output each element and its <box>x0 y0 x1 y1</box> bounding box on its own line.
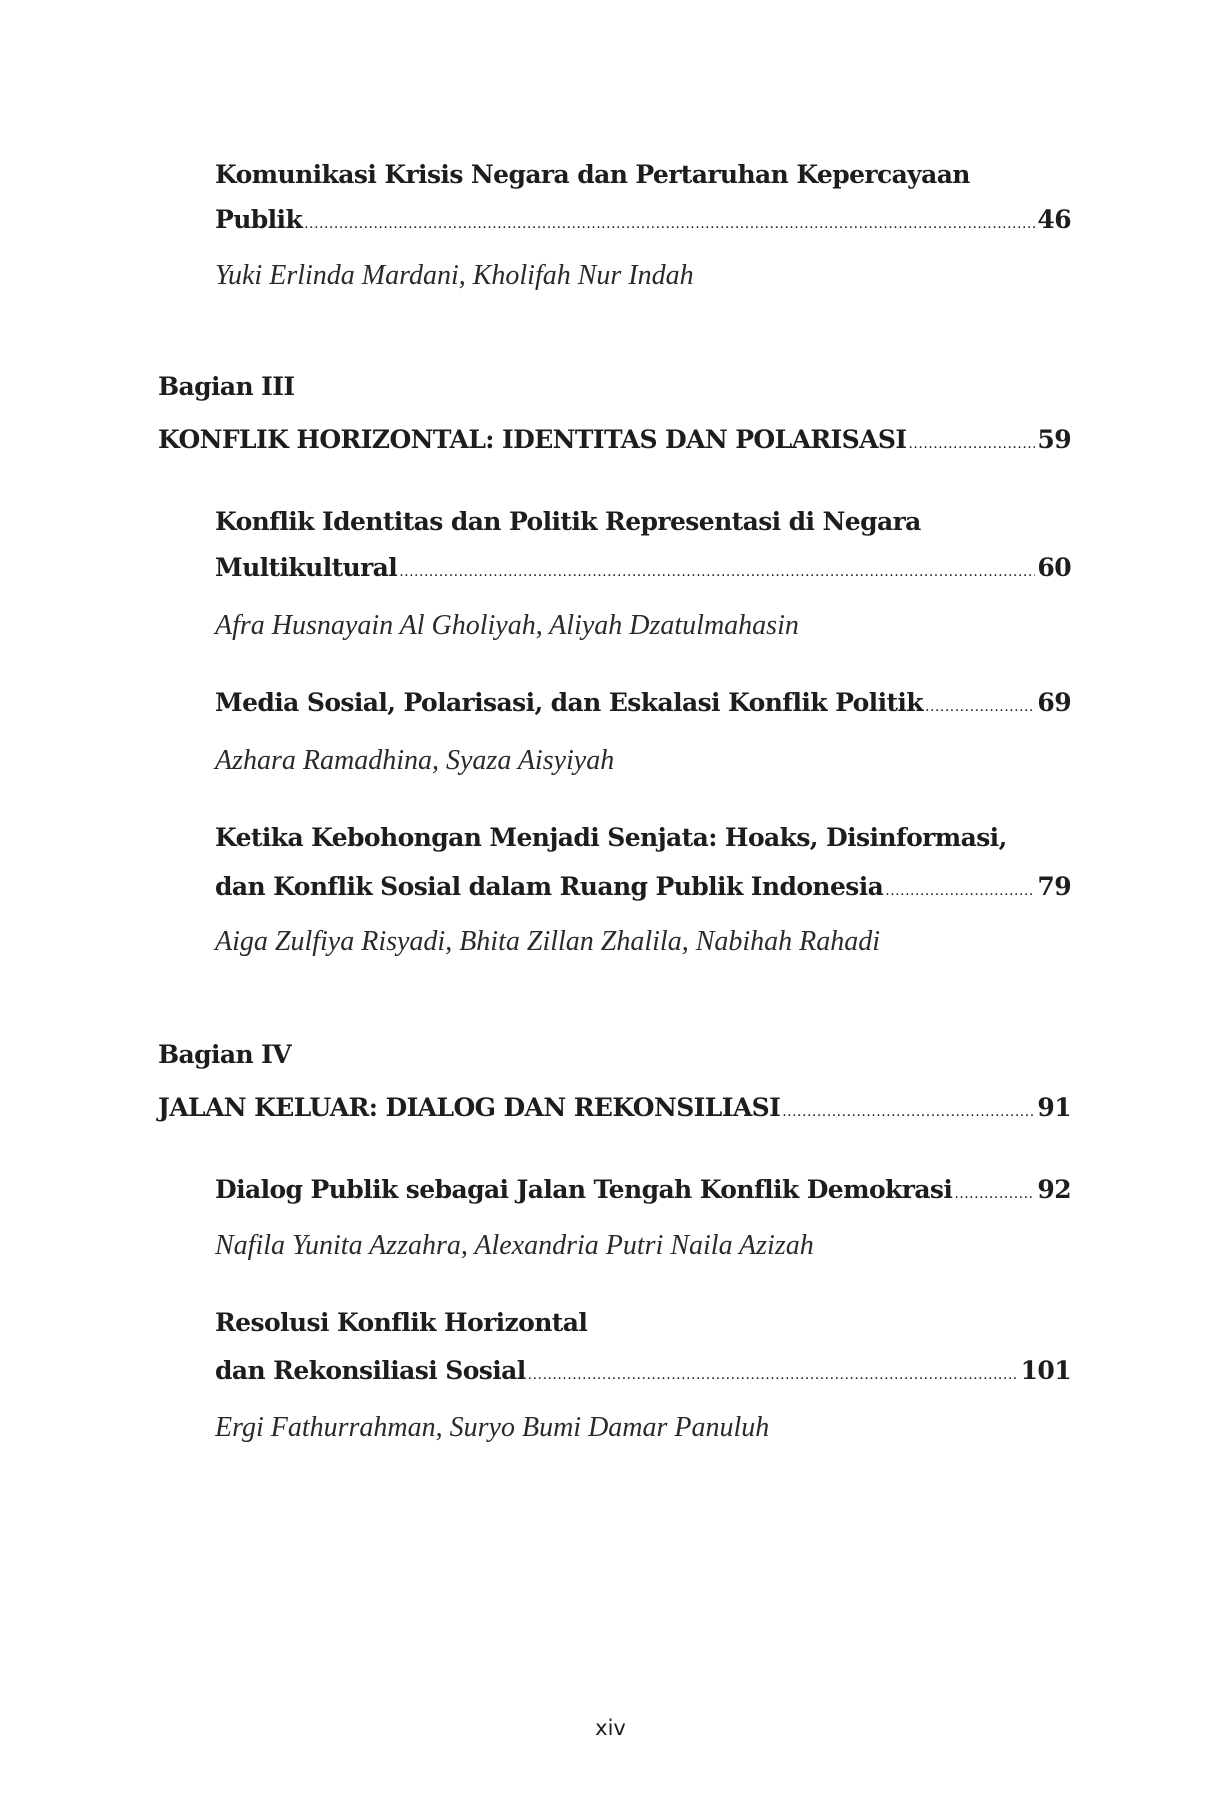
toc-entry-authors <box>215 1230 1071 1262</box>
page-folio: xiv <box>595 1716 626 1740</box>
page-number[interactable]: 92 <box>1037 1175 1071 1204</box>
toc-entry-title[interactable]: Komunikasi Krisis Negara dan Pertaruhan Kepercayaan <box>215 160 970 189</box>
dot-leader <box>528 1367 1019 1383</box>
toc-entry-title-line[interactable] <box>215 872 1071 901</box>
part-label-text: Bagian III <box>158 372 295 401</box>
toc-entry-title-line[interactable] <box>215 688 1071 717</box>
authors-text: Ergi Fathurrahman, Suryo Bumi Damar Panuluh <box>215 1412 770 1443</box>
dot-leader <box>908 436 1035 452</box>
dot-leader <box>782 1104 1035 1120</box>
toc-entry-authors <box>215 745 1071 777</box>
toc-entry-title-line[interactable] <box>215 1356 1071 1385</box>
part-title[interactable]: JALAN KELUAR: DIALOG DAN REKONSILIASI <box>158 1093 781 1122</box>
page-number[interactable]: 60 <box>1037 553 1071 582</box>
page-number[interactable]: 79 <box>1037 872 1071 901</box>
toc-entry-authors <box>215 926 1071 958</box>
toc-entry-title-line[interactable] <box>215 553 1071 582</box>
page-number[interactable]: 59 <box>1037 425 1071 454</box>
authors-text: Nafila Yunita Azzahra, Alexandria Putri Naila Azizah <box>215 1230 814 1261</box>
part-title[interactable]: KONFLIK HORIZONTAL: IDENTITAS DAN POLARISASI <box>158 425 907 454</box>
toc-entry-title[interactable]: Dialog Publik sebagai Jalan Tengah Konflik Demokrasi <box>215 1175 953 1204</box>
toc-entry-title-line[interactable] <box>215 507 1071 536</box>
page-number[interactable]: 91 <box>1037 1093 1071 1122</box>
toc-entry-title[interactable]: Multikultural <box>215 553 398 582</box>
toc-entry-title-line[interactable] <box>215 160 1071 189</box>
part-label <box>158 1040 1071 1069</box>
toc-entry-authors <box>215 1412 1071 1444</box>
toc-entry-authors <box>215 260 1071 292</box>
page-number[interactable]: 46 <box>1037 205 1071 234</box>
toc-entry-authors <box>215 610 1071 642</box>
dot-leader <box>954 1186 1035 1202</box>
toc-entry-title[interactable]: Konflik Identitas dan Politik Representasi di Negara <box>215 507 921 536</box>
toc-entry-title[interactable]: dan Rekonsiliasi Sosial <box>215 1356 526 1385</box>
toc-entry-title-line[interactable] <box>215 823 1071 852</box>
part-label-text: Bagian IV <box>158 1040 292 1069</box>
part-title-line[interactable] <box>158 425 1071 454</box>
authors-text: Afra Husnayain Al Gholiyah, Aliyah Dzatulmahasin <box>215 610 799 641</box>
authors-text: Aiga Zulfiya Risyadi, Bhita Zillan Zhalila, Nabihah Rahadi <box>215 926 881 957</box>
page-number[interactable]: 101 <box>1020 1356 1071 1385</box>
toc-entry-title[interactable]: dan Konflik Sosial dalam Ruang Publik Indonesia <box>215 872 884 901</box>
toc-entry-title-line[interactable] <box>215 1175 1071 1204</box>
toc-entry-title[interactable]: Media Sosial, Polarisasi, dan Eskalasi Konflik Politik <box>215 688 924 717</box>
toc-entry-title[interactable]: Resolusi Konflik Horizontal <box>215 1308 588 1337</box>
dot-leader <box>925 699 1035 715</box>
authors-text: Azhara Ramadhina, Syaza Aisyiyah <box>215 745 615 776</box>
part-label <box>158 372 1071 401</box>
toc-entry-title[interactable]: Publik <box>215 205 303 234</box>
dot-leader <box>304 216 1035 232</box>
toc-entry-title[interactable]: Ketika Kebohongan Menjadi Senjata: Hoaks, Disinformasi, <box>215 823 1007 852</box>
page-number[interactable]: 69 <box>1037 688 1071 717</box>
toc-entry-title-line[interactable] <box>215 205 1071 234</box>
toc-entry-title-line[interactable] <box>215 1308 1071 1337</box>
authors-text: Yuki Erlinda Mardani, Kholifah Nur Indah <box>215 260 694 291</box>
dot-leader <box>399 564 1035 580</box>
part-title-line[interactable] <box>158 1093 1071 1122</box>
dot-leader <box>885 883 1035 899</box>
